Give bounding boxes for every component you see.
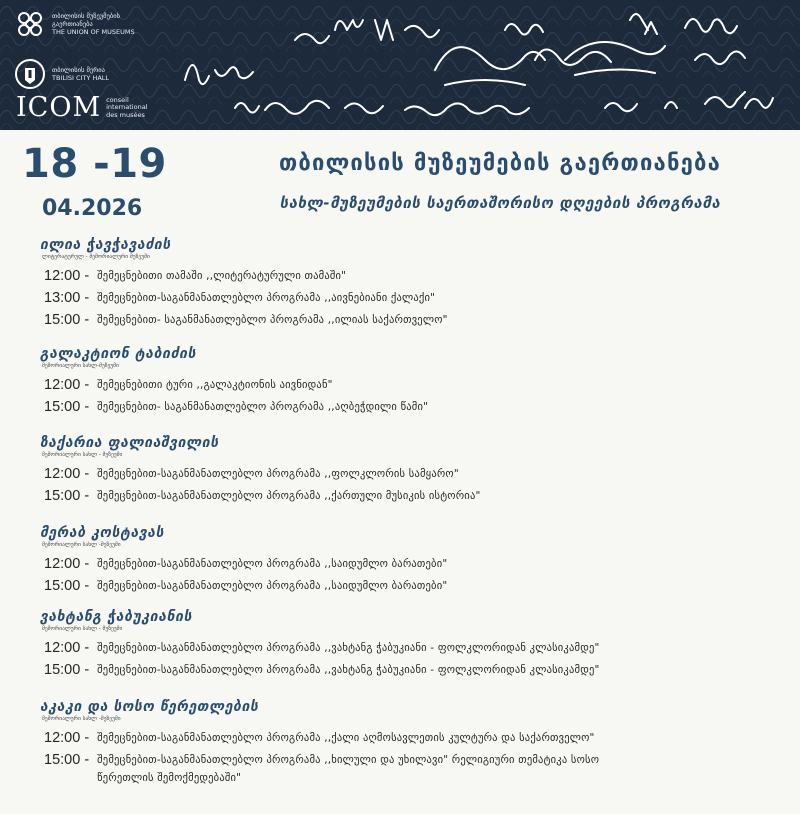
- section-akaki-soso-tsereteli: [40, 698, 780, 787]
- event-description: შემეცნებით-საგანმანათლებლო პროგრამა ,,საიდუმლო ბარათები": [97, 580, 448, 592]
- city-hall-text-en: TBILISI CITY HALL: [52, 74, 110, 82]
- event-row: [44, 265, 780, 287]
- icom-wordmark: ICOM: [16, 92, 102, 123]
- section-title: ვახტანგ ჭაბუკიანის: [40, 609, 193, 625]
- event-description: შემეცნებით-საგანმანათლებლო პროგრამა ,,ფოლკლორის სამყარო": [97, 468, 459, 480]
- event-description: შემეცნებითი ტური ,,გალაკტიონის აივნიდან": [97, 379, 333, 391]
- page-title: თბილისის მუზეუმების გაერთიანება: [278, 151, 722, 176]
- event-row: [44, 485, 780, 507]
- icom-sub-2: international: [106, 103, 148, 112]
- event-description: შემეცნებით- საგანმანათლებლო პროგრამა ,,ილიას საქართველო": [97, 314, 448, 326]
- icom-sub-3: des musées: [106, 110, 145, 119]
- event-row: [44, 749, 780, 787]
- event-description: შემეცნებით-საგანმანათლებლო პროგრამა ,,ვახტანგ ჭაბუკიანი - ფოლკლორიდან კლასიკამდე": [97, 664, 600, 676]
- event-time: 12:00 -: [44, 268, 90, 284]
- header-banner: [0, 0, 800, 130]
- event-description: შემეცნებით-საგანმანათლებლო პროგრამა ,,ხილული და უხილავი" რელიგიური თემატიკა სოსო წერეთლის შემოქმედებაში": [97, 754, 600, 784]
- section-museum-type: მემორიალური სახლ -მუზეუმი: [42, 542, 121, 548]
- event-time: 12:00 -: [44, 640, 90, 656]
- section-zakaria-paliashvili: [40, 434, 780, 507]
- event-row: [44, 727, 780, 749]
- union-of-museums-logo: [14, 8, 135, 40]
- event-time: 12:00 -: [44, 466, 90, 482]
- section-merab-kostava: [40, 524, 780, 597]
- event-time: 12:00 -: [44, 377, 90, 393]
- event-row: [44, 575, 780, 597]
- date-range: 18 -19: [22, 141, 167, 187]
- event-row: [44, 309, 780, 331]
- union-logo-text-ge: თბილისის მუზეუმების: [52, 12, 121, 20]
- section-galaktion-tabidze: [40, 345, 780, 418]
- event-row: [44, 396, 780, 418]
- section-title: ილია ჭავჭავაძის: [40, 237, 171, 253]
- event-time: 15:00 -: [44, 578, 90, 594]
- icom-logo: [16, 94, 147, 122]
- section-ilia-chavchavadze: [40, 236, 780, 331]
- month-year: 04.2026: [42, 196, 143, 221]
- event-time: 15:00 -: [44, 752, 90, 768]
- section-museum-type: მემორიალური სახლ -მუზეუმი: [42, 716, 121, 722]
- event-description: შემეცნებით-საგანმანათლებლო პროგრამა ,,ქართული მუსიკის ისტორია": [97, 490, 481, 502]
- event-time: 15:00 -: [44, 488, 90, 504]
- union-knot-icon: [14, 8, 46, 40]
- event-description: შემეცნებით-საგანმანათლებლო პროგრამა ,,ქალი აღმოსავლეთის კულტურა და საქართველო": [97, 732, 595, 744]
- union-logo-text-en: THE UNION OF MUSEUMS: [52, 28, 135, 36]
- union-logo-text-ge2: გაერთიანება: [52, 20, 93, 28]
- logo-block: [14, 8, 174, 126]
- event-row: [44, 659, 780, 681]
- event-time: 15:00 -: [44, 662, 90, 678]
- event-description: შემეცნებით-საგანმანათლებლო პროგრამა ,,ვახტანგ ჭაბუკიანი - ფოლკლორიდან კლასიკამდე": [97, 642, 600, 654]
- section-museum-type: მემორიალური სახლ - მუზეუმი: [42, 626, 123, 632]
- section-title: გალაკტიონ ტაბიძის: [40, 346, 197, 362]
- event-description: შემეცნებით- საგანმანათლებლო პროგრამა ,,აღბეჭდილი წამი": [97, 401, 429, 413]
- page-subtitle: სახლ-მუზეუმების საერთაშორისო დღეების პროგრამა: [279, 194, 721, 212]
- event-description: შემეცნებით-საგანმანათლებლო პროგრამა ,,აივნებიანი ქალაქი": [97, 292, 436, 304]
- event-row: [44, 553, 780, 575]
- section-title: აკაკი და სოსო წერეთლების: [40, 699, 259, 715]
- tbilisi-city-hall-logo: [14, 58, 109, 90]
- handwritten-signatures-image: [175, 0, 800, 130]
- section-museum-type: მემორიალური სახლ-მუზეუმი: [42, 363, 119, 369]
- section-museum-type: მემორიალური სახლ - მუზეუმი: [42, 452, 123, 458]
- event-time: 12:00 -: [44, 730, 90, 746]
- event-description: შემეცნებით-საგანმანათლებლო პროგრამა ,,საიდუმლო ბარათები": [97, 558, 448, 570]
- section-museum-type: ლიტერატურულ - მემორიალური მუზეუმი: [42, 254, 150, 260]
- event-description: შემეცნებითი თამაში ,,ლიტერატურული თამაში": [97, 270, 347, 282]
- section-vakhtang-chabukiani: [40, 608, 780, 681]
- section-title: ზაქარია ფალიაშვილის: [40, 435, 219, 451]
- icom-sub-1: conseil: [106, 95, 129, 104]
- event-row: [44, 637, 780, 659]
- event-time: 15:00 -: [44, 312, 90, 328]
- event-time: 13:00 -: [44, 290, 90, 306]
- event-row: [44, 463, 780, 485]
- city-hall-text-ge: თბილისის მერია: [52, 66, 105, 74]
- section-title: მერაბ კოსტავას: [40, 525, 165, 541]
- city-hall-emblem-icon: [14, 58, 46, 90]
- event-time: 12:00 -: [44, 556, 90, 572]
- event-row: [44, 287, 780, 309]
- event-time: 15:00 -: [44, 399, 90, 415]
- event-row: [44, 374, 780, 396]
